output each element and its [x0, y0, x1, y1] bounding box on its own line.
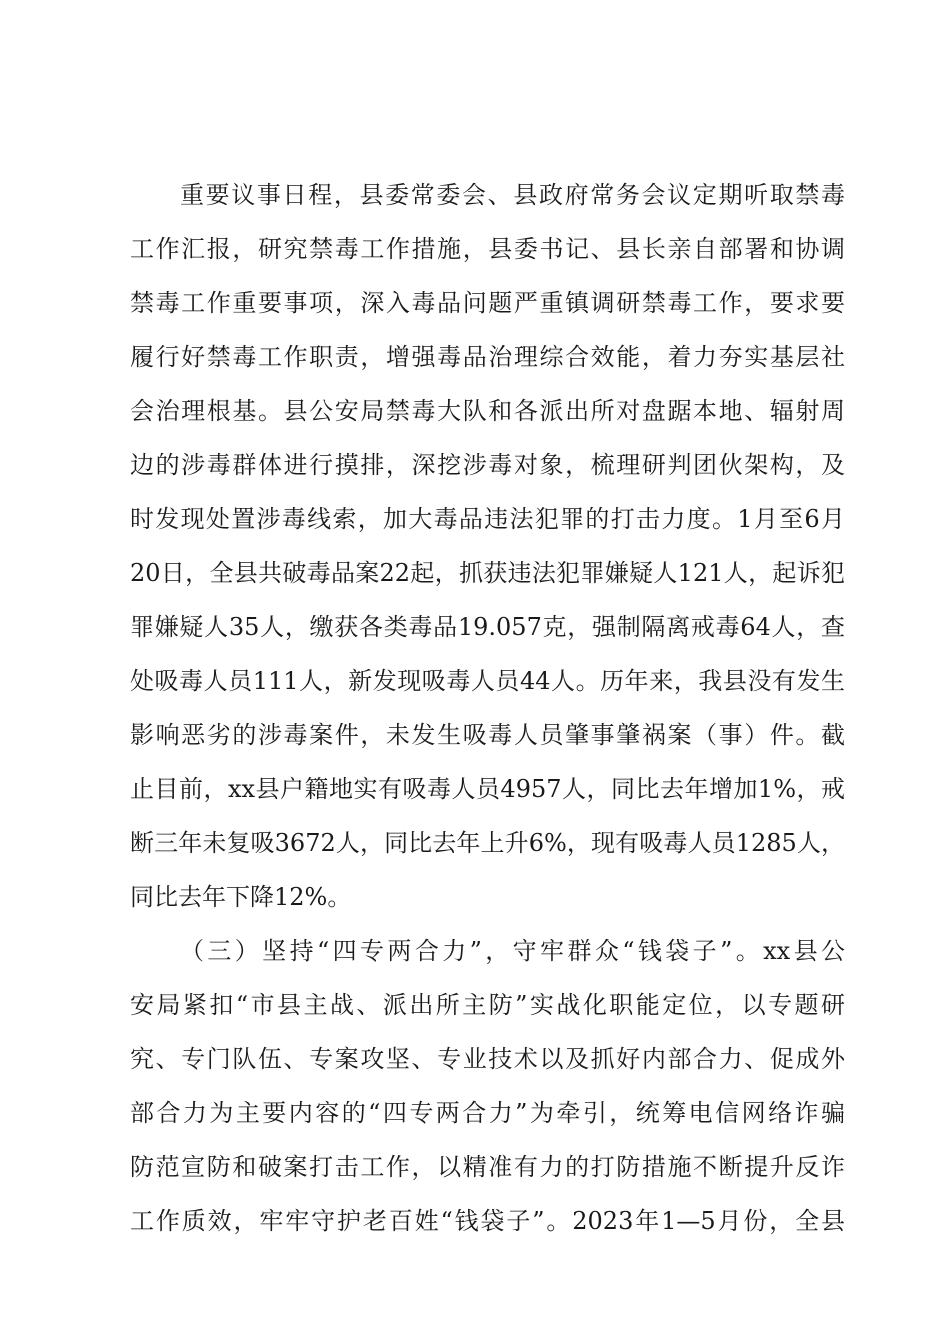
- text-line: 处吸毒人员111人，新发现吸毒人员44人。历年来，我县没有发生: [130, 667, 845, 695]
- text-line: 同比去年下降12%。: [130, 883, 352, 911]
- text-line: 工作汇报，研究禁毒工作措施，县委书记、县长亲自部署和协调: [130, 235, 845, 263]
- text-line: 禁毒工作重要事项，深入毒品问题严重镇调研禁毒工作，要求要: [130, 289, 845, 317]
- text-line: 影响恶劣的涉毒案件，未发生吸毒人员肇事肇祸案（事）件。截: [130, 721, 845, 749]
- text-line: 止目前，xx县户籍地实有吸毒人员4957人，同比去年增加1%，戒: [130, 775, 845, 803]
- text-line: 工作质效，牢牢守护老百姓“钱袋子”。2023年1—5月份，全县: [130, 1207, 845, 1235]
- text-line: 部合力为主要内容的“四专两合力”为牵引，统筹电信网络诈骗: [130, 1099, 845, 1127]
- text-line: 究、专门队伍、专案攻坚、专业技术以及抓好内部合力、促成外: [130, 1045, 845, 1073]
- paragraph-anti-fraud: [130, 924, 845, 1248]
- document-body: [130, 168, 845, 1248]
- text-line: 安局紧扣“市县主战、派出所主防”实战化职能定位，以专题研: [130, 991, 845, 1019]
- section-heading-line: （三）坚持“四专两合力”，守牢群众“钱袋子”。xx县公: [180, 937, 845, 965]
- text-line: 会治理根基。县公安局禁毒大队和各派出所对盘踞本地、辐射周: [130, 397, 845, 425]
- text-line: 边的涉毒群体进行摸排，深挖涉毒对象，梳理研判团伙架构，及: [130, 451, 845, 479]
- text-line: 时发现处置涉毒线索，加大毒品违法犯罪的打击力度。1月至6月: [130, 505, 845, 533]
- text-line: 罪嫌疑人35人，缴获各类毒品19.057克，强制隔离戒毒64人，查: [130, 613, 845, 641]
- text-line: 20日，全县共破毒品案22起，抓获违法犯罪嫌疑人121人，起诉犯: [130, 559, 845, 587]
- text-line: 防范宣防和破案打击工作，以精准有力的打防措施不断提升反诈: [130, 1153, 845, 1181]
- text-line: 履行好禁毒工作职责，增强毒品治理综合效能，着力夯实基层社: [130, 343, 845, 371]
- text-line: 重要议事日程，县委常委会、县政府常务会议定期听取禁毒: [180, 181, 845, 209]
- text-line: 断三年未复吸3672人，同比去年上升6%，现有吸毒人员1285人，: [130, 829, 845, 857]
- paragraph-drug-control: [130, 168, 845, 924]
